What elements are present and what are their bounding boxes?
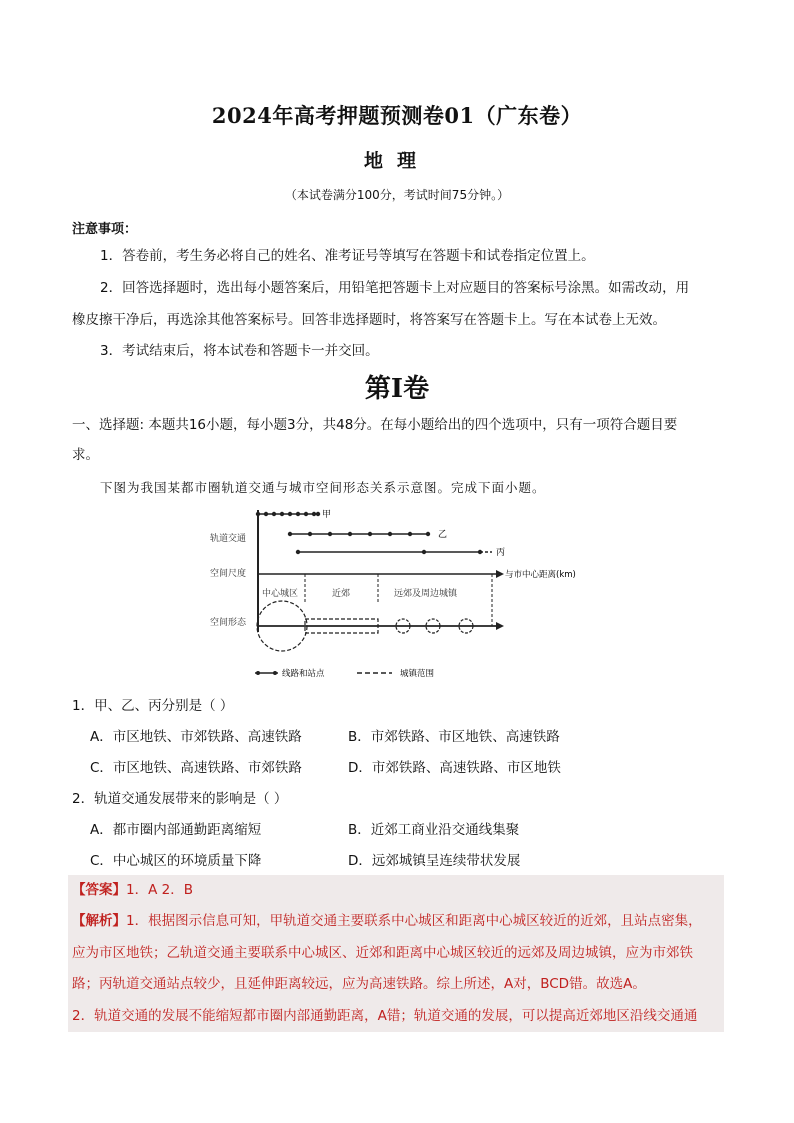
question-2-option-a[interactable]: A．都市圈内部通勤距离缩短 (90, 822, 262, 838)
notice-item-2: 2．回答选择题时，选出每小题答案后，用铅笔把答题卡上对应题目的答案标号涂黑。如需改动，用 (100, 280, 690, 296)
analysis-line-3: 路；丙轨道交通站点较少，且延伸距离较远，应为高速铁路。综上所述，A对，BCD错。故选A。 (72, 976, 646, 992)
label-bing: 丙 (496, 548, 506, 558)
legend-station-dot-1 (256, 671, 260, 675)
analysis-line-1 (72, 911, 724, 931)
row-label-scale: 空间尺度 (210, 569, 247, 579)
page-title: 2024年高考押题预测卷01（广东卷） (211, 103, 583, 128)
notice-item-3: 3．考试结束后，将本试卷和答题卡一并交回。 (100, 343, 379, 359)
label-jia: 甲 (322, 510, 332, 520)
bing-station-1 (296, 550, 300, 554)
section-instructions (72, 410, 724, 470)
yi-station-1 (288, 532, 292, 536)
yi-station-5 (368, 532, 372, 536)
distance-axis-label: 与市中心距离(km) (505, 570, 576, 580)
answer-text: 1．A 2．B (126, 882, 193, 898)
zone-center: 中心城区 (262, 589, 299, 599)
jia-station-4 (280, 512, 284, 516)
row-label-transit: 轨道交通 (210, 534, 247, 544)
distance-axis-arrow (496, 570, 504, 578)
zone-far-suburb: 远郊及周边城镇 (394, 589, 458, 599)
bing-station-3 (478, 550, 482, 554)
bing-station-2 (422, 550, 426, 554)
yi-station-8 (426, 532, 430, 536)
question-2-option-b[interactable]: B．近郊工商业沿交通线集聚 (348, 822, 520, 838)
analysis-label: 【解析】 (72, 913, 126, 929)
answer-line (72, 880, 724, 900)
jia-station-9 (316, 512, 320, 516)
notice-heading: 注意事项： (72, 222, 138, 237)
exam-info: （本试卷满分100分，考试时间75分钟。） (284, 188, 510, 202)
question-1-option-b[interactable]: B．市郊铁路、市区地铁、高速铁路 (348, 729, 560, 745)
transit-diagram (200, 502, 600, 682)
answer-label: 【答案】 (72, 882, 126, 898)
jia-station-8 (312, 512, 316, 516)
jia-station-5 (288, 512, 292, 516)
jia-station-7 (304, 512, 308, 516)
section-line-2: 求。 (72, 447, 99, 463)
jia-station-3 (272, 512, 276, 516)
yi-station-6 (388, 532, 392, 536)
passage-text: 下图为我国某都市圈轨道交通与城市空间形态关系示意图。完成下面小题。 (100, 480, 546, 495)
label-yi: 乙 (438, 530, 448, 540)
question-1-stem: 1．甲、乙、丙分别是（ ） (72, 698, 234, 714)
legend-range-label: 城镇范围 (400, 669, 435, 679)
form-axis-arrow (496, 622, 504, 630)
yi-station-4 (348, 532, 352, 536)
zone-near-suburb: 近郊 (332, 589, 351, 599)
row-label-form: 空间形态 (210, 618, 247, 628)
yi-station-7 (408, 532, 412, 536)
yi-station-2 (308, 532, 312, 536)
question-2-option-c[interactable]: C．中心城区的环境质量下降 (90, 853, 262, 869)
section-line-1: 一、选择题: 本题共16小题，每小题3分，共48分。在每小题给出的四个选项中，只有一项符合题目要 (72, 417, 678, 433)
notice-item-1: 1．答卷前，考生务必将自己的姓名、准考证号等填写在答题卡和试卷指定位置上。 (100, 248, 595, 264)
legend-line-label: 线路和站点 (282, 669, 325, 679)
legend-station-dot-2 (273, 671, 277, 675)
subject-title: 地理 (363, 150, 430, 172)
analysis-line-2: 应为市区地铁；乙轨道交通主要联系中心城区、近郊和距离中心城区较近的远郊及周边城镇，应为市郊铁 (72, 945, 693, 961)
yi-station-3 (328, 532, 332, 536)
notice-item-2-cont: 橡皮擦干净后，再选涂其他答案标号。回答非选择题时，将答案写在答题卡上。写在本试卷上无效。 (72, 312, 666, 328)
jia-station-2 (264, 512, 268, 516)
question-2-stem: 2．轨道交通发展带来的影响是（ ） (72, 791, 288, 807)
question-1-option-a[interactable]: A．市区地铁、市郊铁路、高速铁路 (90, 729, 302, 745)
analysis-line-4: 2．轨道交通的发展不能缩短都市圈内部通勤距离，A错；轨道交通的发展，可以提高近郊地区沿线交通通 (72, 1008, 698, 1024)
question-1-option-d[interactable]: D．市郊铁路、高速铁路、市区地铁 (348, 760, 561, 776)
jia-station-6 (296, 512, 300, 516)
question-1-option-c[interactable]: C．市区地铁、高速铁路、市郊铁路 (90, 760, 302, 776)
jia-station-1 (256, 512, 260, 516)
volume-title: 第Ⅰ卷 (364, 374, 430, 404)
question-2-option-d[interactable]: D．远郊城镇呈连续带状发展 (348, 853, 521, 869)
analysis-text-1: 1．根据图示信息可知，甲轨道交通主要联系中心城区和距离中心城区较近的近郊，且站点密集， (126, 913, 702, 929)
